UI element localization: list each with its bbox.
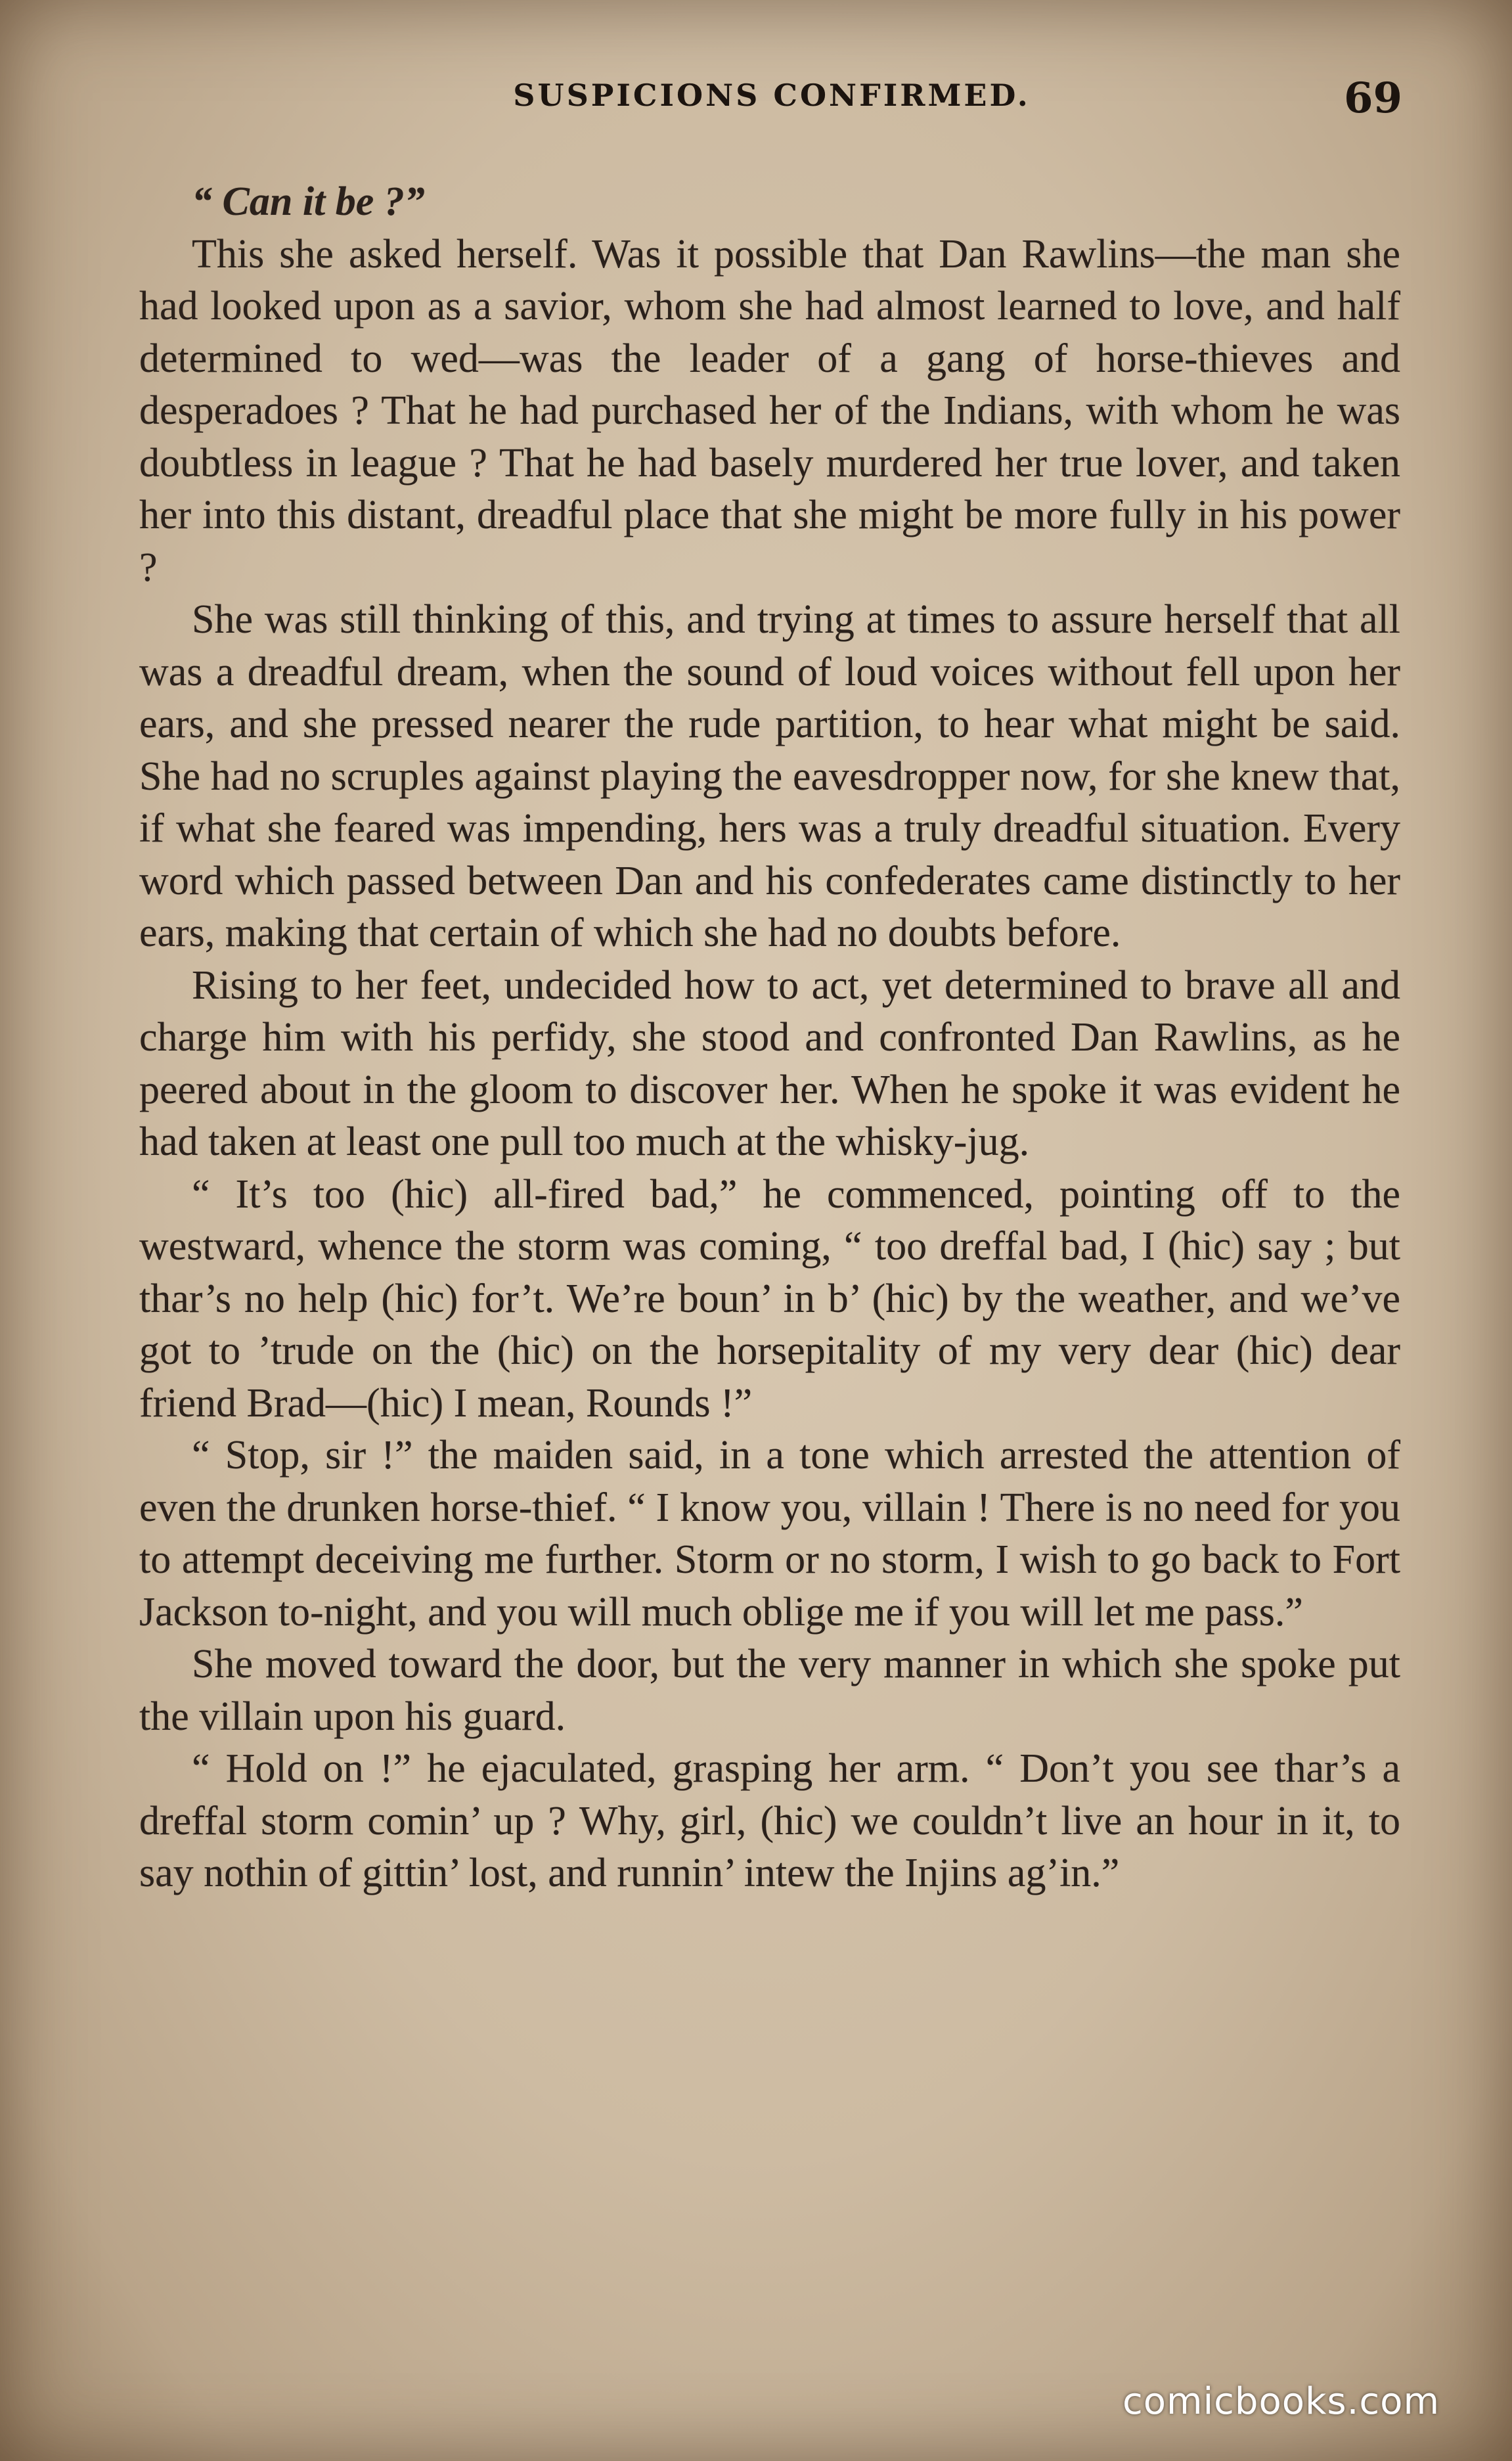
paragraph: “ It’s too (hic) all-fired bad,” he commenced, pointing off to the westward, whence the storm was coming, “ too dreffal bad, I (hic) say ; but thar’s no help (hic) for’t. We’re boun’ in b’ (hic) by the weather, and we’ve got to ’trude on the (hic) on the horsepitality of my very dear (hic) dear friend Brad—(hic) I mean, Rounds !” — [139, 1171, 1400, 1426]
page-number: 69 — [1343, 74, 1402, 123]
paragraph: Rising to her feet, undecided how to act, yet determined to brave all and charge him with his perfidy, she stood and confronted Dan Rawlins, as he peered about in the gloom to discover her. When he spoke it was evident he had taken at least one pull too much at the whisky-jug. — [139, 962, 1400, 1164]
running-head — [141, 74, 1402, 133]
watermark: comicbooks.com — [1122, 2380, 1440, 2423]
running-title: SUSPICIONS CONFIRMED. — [513, 78, 1031, 113]
paragraph-opening-line: “ Can it be ?” — [192, 179, 425, 224]
paragraph: This she asked herself. Was it possible that Dan Rawlins—the man she had looked upon as a savior, whom she had almost learned to love, and half determined to wed—was the leader of a gang of horse-thieves and desperadoes ? That he had purchased her of the Indians, with whom he was doubtless in league ? That he had basely murdered her true lover, and taken her into this distant, dreadful place that she might be more fully in his power ? — [139, 231, 1400, 590]
body-text — [139, 176, 1400, 1900]
paragraph: “ Hold on !” he ejaculated, grasping her arm. “ Don’t you see thar’s a dreffal storm comin’ up ? Why, girl, (hic) we couldn’t live an hour in it, to say nothin of gittin’ lost, and runnin’ intew the Injins ag’in.” — [139, 1746, 1400, 1895]
paragraph: She moved toward the door, but the very manner in which she spoke put the villain upon his guard. — [139, 1642, 1400, 1739]
paragraph: She was still thinking of this, and trying at times to assure herself that all was a dreadful dream, when the sound of loud voices without fell upon her ears, and she pressed nearer the rude partition, to hear what might be said. She had no scruples against playing the eavesdropper now, for she knew that, if what she feared was impending, hers was a truly dreadful situation. Every word which passed between Dan and his confederates came distinctly to her ears, making that certain of which she had no doubts before. — [139, 597, 1400, 955]
paragraph: “ Stop, sir !” the maiden said, in a tone which arrested the attention of even the drunken horse-thief. “ I know you, villain ! There is no need for you to attempt deceiving me further. Storm or no storm, I wish to go back to Fort Jackson to-night, and you will much oblige me if you will let me pass.” — [139, 1433, 1400, 1635]
